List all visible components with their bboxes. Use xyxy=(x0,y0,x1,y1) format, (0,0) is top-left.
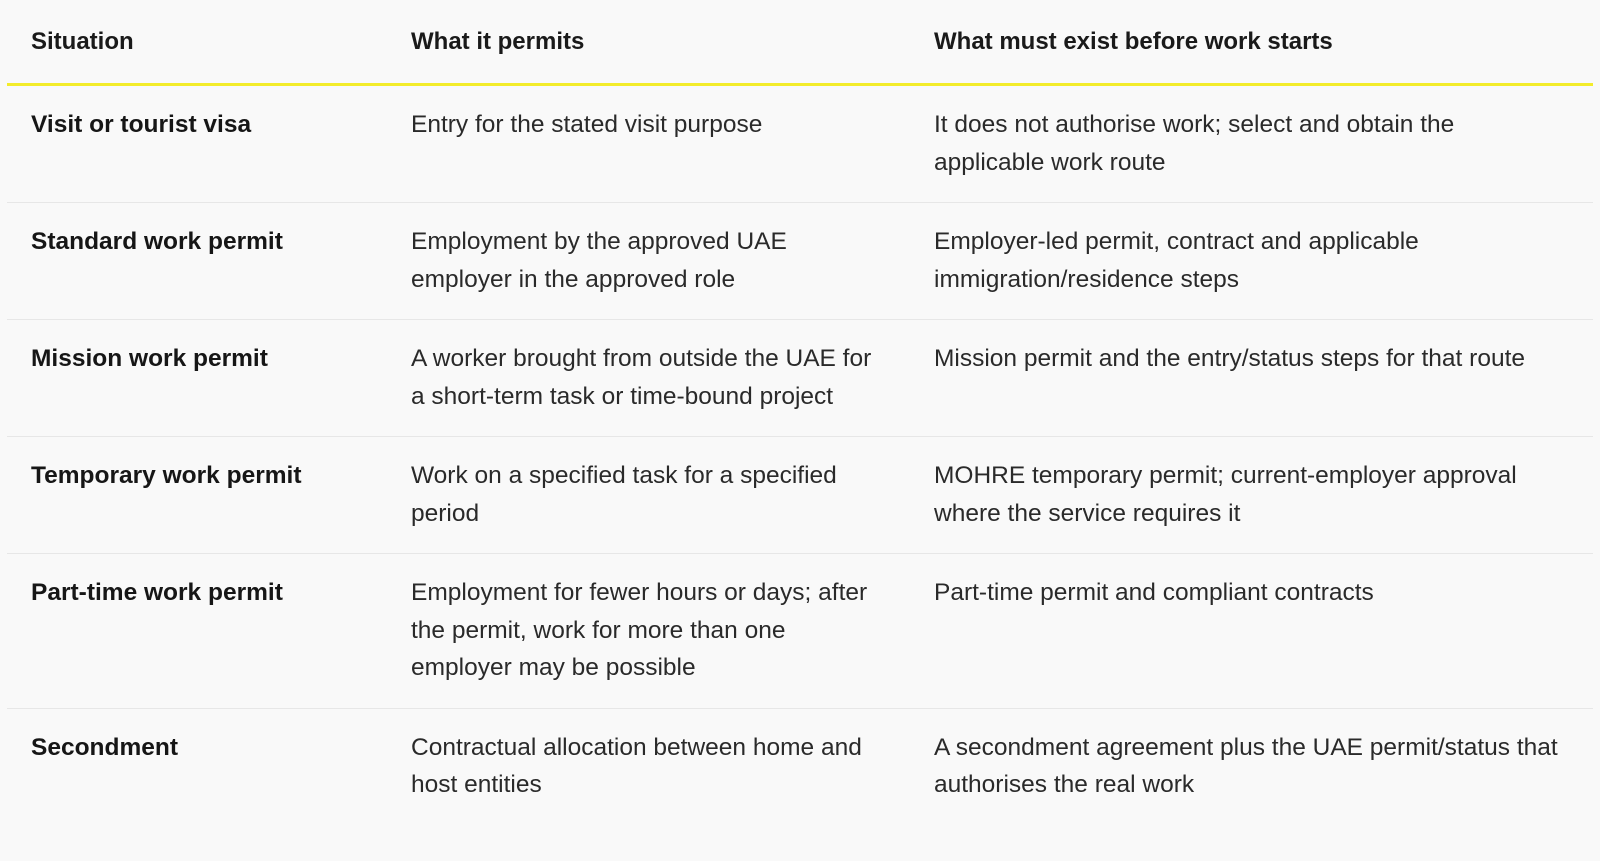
table-body xyxy=(7,85,1593,825)
table-row xyxy=(7,320,1593,437)
permits-cell: A worker brought from outside the UAE for a short-term task or time-bound project xyxy=(387,320,910,437)
requirements-cell: MOHRE temporary permit; current-employer approval where the service requires it xyxy=(910,437,1593,554)
header-situation: Situation xyxy=(7,0,387,85)
work-permit-table-container xyxy=(7,0,1593,825)
requirements-cell: Mission permit and the entry/status steps for that route xyxy=(910,320,1593,437)
table-row xyxy=(7,437,1593,554)
table-header xyxy=(7,0,1593,85)
permits-cell: Employment for fewer hours or days; after the permit, work for more than one employer may be possible xyxy=(387,554,910,709)
situation-cell: Secondment xyxy=(31,733,179,761)
table-row xyxy=(7,554,1593,709)
requirements-cell: A secondment agreement plus the UAE permit/status that authorises the real work xyxy=(934,733,1558,798)
situation-cell: Part-time work permit xyxy=(7,554,387,709)
requirements-cell: Employer-led permit, contract and applicable immigration/residence steps xyxy=(910,203,1593,320)
header-requirements: What must exist before work starts xyxy=(910,0,1593,85)
situation-cell: Temporary work permit xyxy=(7,437,387,554)
header-what-it-permits: What it permits xyxy=(387,0,910,85)
permits-cell: Contractual allocation between home and host entities xyxy=(411,733,862,798)
permits-cell: Entry for the stated visit purpose xyxy=(387,85,910,203)
table-row xyxy=(7,85,1593,203)
requirements-cell: It does not authorise work; select and obtain the applicable work route xyxy=(910,85,1593,203)
table-header-row xyxy=(7,0,1593,85)
situation-cell: Standard work permit xyxy=(7,203,387,320)
situation-cell: Mission work permit xyxy=(7,320,387,437)
permits-cell: Work on a specified task for a specified period xyxy=(387,437,910,554)
permits-cell: Employment by the approved UAE employer in the approved role xyxy=(387,203,910,320)
table-row xyxy=(7,708,1593,825)
table-row xyxy=(7,203,1593,320)
situation-cell: Visit or tourist visa xyxy=(7,85,387,203)
requirements-cell: Part-time permit and compliant contracts xyxy=(910,554,1593,709)
work-permit-table xyxy=(7,0,1593,825)
